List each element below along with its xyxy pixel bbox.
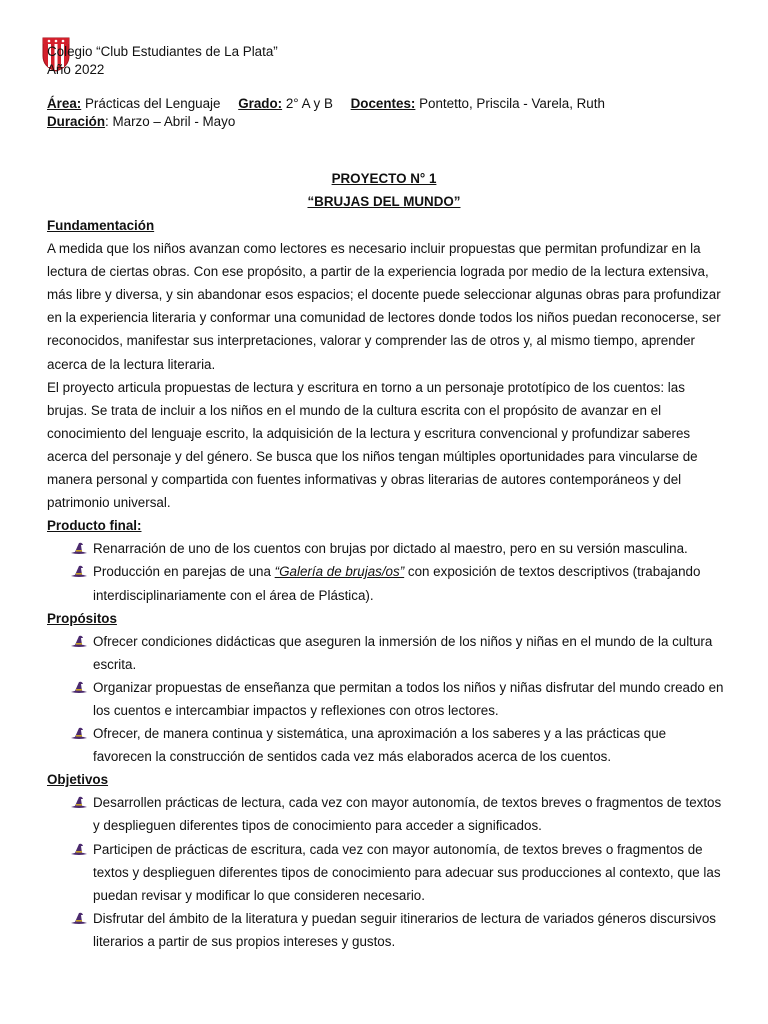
list-item-text: Ofrecer, de manera continua y sistemática, una aproximación a los saberes y a las prácticas que favorecen la construcción de sentidos cada vez más elaborados acerca de los cuentos. [93,726,667,765]
producto-list [47,537,727,606]
list-item-text: Desarrollen prácticas de lectura, cada vez con mayor autonomía, de textos breves o fragmentos de textos y desplieguen diferentes tipos de conocimiento para acceder a significados. [93,795,722,834]
section-title-producto-final: Producto final: [47,518,142,534]
witch-hat-icon [70,726,88,740]
grado-value: 2° A y B [285,96,333,111]
duration-line [47,113,235,131]
docentes-label: Docentes: [350,96,416,111]
duracion-value: : Marzo – Abril - Mayo [105,114,236,129]
list-item-text: Ofrecer condiciones didácticas que aseguren la inmersión de los niños y niñas en el mundo de la cultura escrita. [93,633,713,672]
witch-hat-icon [70,680,88,694]
list-item-text-pre: Producción en parejas de una [93,564,275,580]
fundamentacion-paragraph-2: El proyecto articula propuestas de lectura y escritura en torno a un personaje prototípico de los cuentos: las brujas. Se trata de incluir a los niños en el mundo de la cultura escrita con el propósito de avanzar en el conocimiento del lenguaje escrito, la adquisición de la lectura y escritura convencional y profundizar saberes acerca del personaje y del género. Se busca que los niños tengan múltiples oportunidades para vincularse de manera personal y compartida con fuentes informativas y obras literarias de autores contemporáneos y del patrimonio universal. [47,379,698,511]
witch-hat-icon [70,564,88,578]
section-title-objetivos: Objetivos [47,772,109,788]
school-year: Año 2022 [47,62,105,77]
project-number: PROYECTO N° 1 [331,171,437,186]
witch-hat-icon [70,842,88,856]
list-item [47,630,727,676]
school-name: Colegio “Club Estudiantes de La Plata” [47,44,278,59]
objetivos-list [47,791,727,953]
grado-label: Grado: [238,96,283,111]
list-item [47,907,727,953]
list-item [47,722,727,768]
list-item [47,676,727,722]
list-item [47,537,727,560]
area-value: Prácticas del Lenguaje [84,96,221,111]
list-item [47,560,727,606]
list-item-text: Participen de prácticas de escritura, cada vez con mayor autonomía, de textos breves o fragmentos de textos y desplieguen diferentes tipos de conocimiento para adecuar sus producciones al contexto, que las puedan revisar y modificar lo que consideren necesario. [93,841,721,903]
witch-hat-icon [70,911,88,925]
area-label: Área: [47,96,82,111]
document-body [47,214,727,953]
list-item-text: Renarración de uno de los cuentos con brujas por dictado al maestro, pero en su versión masculina. [93,541,688,557]
list-item [47,838,727,907]
section-title-fundamentacion: Fundamentación [47,218,155,233]
galeria-title: “Galería de brujas/os” [274,564,405,580]
list-item-text-post: con exposición de textos descriptivos (trabajando interdisciplinariamente con el área de Plástica). [93,564,701,603]
witch-hat-icon [70,795,88,809]
project-title: “BRUJAS DEL MUNDO” [307,194,461,209]
section-title-propositos: Propósitos [47,610,117,626]
propositos-list [47,630,727,769]
docentes-value: Pontetto, Priscila - Varela, Ruth [419,96,605,111]
list-item-text: Organizar propuestas de enseñanza que permitan a todos los niños y niñas disfrutar del mundo creado en los cuentos e intercambiar impactos y reflexiones con otros lectores. [93,679,724,718]
course-info-line [47,95,605,113]
list-item [47,791,727,837]
witch-hat-icon [70,541,88,555]
duracion-label: Duración [47,114,106,129]
witch-hat-icon [70,634,88,648]
fundamentacion-paragraph-1: A medida que los niños avanzan como lectores es necesario incluir propuestas que permitan profundizar en la lectura de ciertas obras. Con ese propósito, a partir de la experiencia lograda por medio de la lectura extensiva, más libre y diversa, y sin abandonar esos espacios; el docente puede seleccionar algunas obras para profundizar en la experiencia literaria y conformar una comunidad de lectores donde todos los niños puedan reconocerse, ser reconocidos, manifestar sus interpretaciones, valorar y comprender las de otros y, al mismo tiempo, aprender acerca de la lectura literaria. [47,241,721,372]
list-item-text: Disfrutar del ámbito de la literatura y puedan seguir itinerarios de lectura de variados géneros discursivos literarios a partir de sus propios intereses y gustos. [93,910,716,949]
